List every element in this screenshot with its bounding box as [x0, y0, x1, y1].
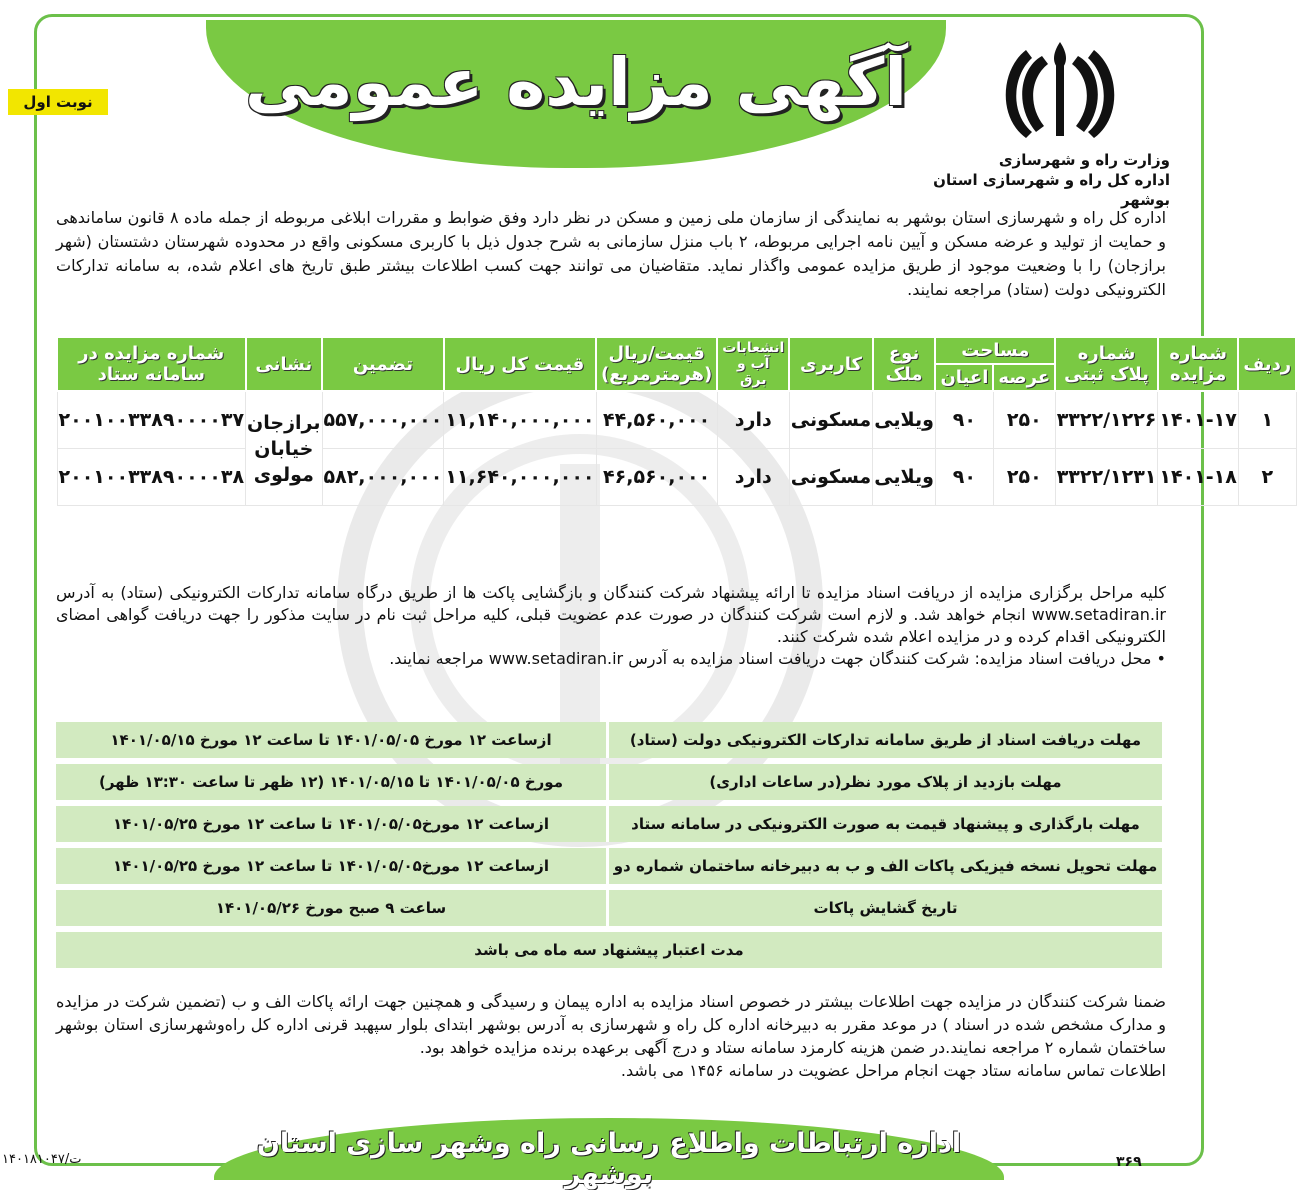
cell-usage: مسکونی [789, 391, 872, 449]
table-row [57, 391, 1296, 449]
cell-guarantee: ۵۵۷,۰۰۰,۰۰۰ [322, 391, 444, 449]
header-row-no: ردیف [1238, 337, 1296, 391]
schedule-value: مورخ ۱۴۰۱/۰۵/۰۵ تا ۱۴۰۱/۰۵/۱۵ (۱۲ ظهر تا ساعت ۱۳:۳۰ ظهر) [56, 764, 609, 800]
cell-plate: ۳۳۲۲/۱۲۳۱ [1055, 449, 1158, 506]
cell-land: ۲۵۰ [993, 391, 1055, 449]
cell-unit-price: ۴۶,۵۶۰,۰۰۰ [596, 449, 717, 506]
cell-unit-price: ۴۴,۵۶۰,۰۰۰ [596, 391, 717, 449]
validity-note: مدت اعتبار پیشنهاد سه ماه می باشد [56, 932, 1162, 968]
header-type: نوع ملک [873, 337, 936, 391]
cell-address: برازجان خیابان مولوی [246, 391, 322, 506]
ministry-block [880, 150, 1170, 210]
schedule-row [56, 848, 1162, 884]
cell-setad-no: ۲۰۰۱۰۰۳۳۸۹۰۰۰۰۳۷ [57, 391, 246, 449]
cell-auction-no: ۱۴۰۱-۱۷ [1158, 391, 1238, 449]
cell-plate: ۳۳۲۲/۱۲۲۶ [1055, 391, 1158, 449]
ad-code: ۱۴۰۱۸۱۰۴۷/ت [2, 1152, 82, 1167]
schedule-value: ازساعت ۱۲ مورخ۱۴۰۱/۰۵/۰۵ تا ساعت ۱۲ مورخ ۱۴۰۱/۰۵/۲۵ [56, 806, 609, 842]
cell-land: ۲۵۰ [993, 449, 1055, 506]
cell-building: ۹۰ [935, 391, 993, 449]
closing-section [56, 990, 1166, 1082]
schedule-label: مهلت دریافت اسناد از طریق سامانه تدارکات الکترونیکی دولت (ستاد) [609, 722, 1162, 758]
cell-utilities: دارد [717, 391, 789, 449]
ministry-name: وزارت راه و شهرسازی [998, 151, 1170, 169]
schedule-row [56, 806, 1162, 842]
cell-building: ۹۰ [935, 449, 993, 506]
schedule-value: ازساعت ۱۲ مورخ ۱۴۰۱/۰۵/۰۵ تا ساعت ۱۲ مورخ ۱۴۰۱/۰۵/۱۵ [56, 722, 609, 758]
schedule-row [56, 890, 1162, 926]
header-land: عرصه [993, 364, 1055, 391]
table-row [57, 449, 1296, 506]
schedule-table [56, 716, 1162, 974]
procedure-section [56, 582, 1166, 670]
header-unit-price: قیمت/ریال (هرمترمربع) [596, 337, 717, 391]
header-auction-no: شماره مزایده [1158, 337, 1238, 391]
procedure-paragraph: کلیه مراحل برگزاری مزایده از دریافت اسناد مزایده تا ارائه پیشنهاد شرکت کنندگان و بازگشایی پاکت ها از طریق درگاه سامانه تدارکات الکترونیکی (ستاد) به آدرس www.setadiran.ir انجام خواهد شد. و لازم است شرکت کنندگان در صورت عدم عضویت قبلی، کلیه مراحل ثبت نام در سایت مذکور را جهت دریافت گواهی امضای الکترونیکی اقدام کرده و در مزایده اعلام شده شرکت کنند. [56, 583, 1166, 646]
cell-type: ویلایی [873, 391, 936, 449]
schedule-label: تاریخ گشایش پاکات [609, 890, 1162, 926]
cell-total-price: ۱۱,۶۴۰,۰۰۰,۰۰۰ [444, 449, 596, 506]
cell-type: ویلایی [873, 449, 936, 506]
header-plate: شماره پلاک ثبتی [1055, 337, 1158, 391]
cell-row-no: ۲ [1238, 449, 1296, 506]
schedule-label: مهلت بارگذاری و پیشنهاد قیمت به صورت الکترونیکی در سامانه ستاد [609, 806, 1162, 842]
cell-utilities: دارد [717, 449, 789, 506]
contact-paragraph: اطلاعات تماس سامانه ستاد جهت انجام مراحل عضویت در سامانه ۱۴۵۶ می باشد. [620, 1061, 1166, 1080]
round-badge: نوبت اول [8, 89, 108, 115]
cell-usage: مسکونی [789, 449, 872, 506]
cell-auction-no: ۱۴۰۱-۱۸ [1158, 449, 1238, 506]
schedule-label: مهلت تحویل نسخه فیزیکی پاکات الف و ب به دبیرخانه ساختمان شماره دو [609, 848, 1162, 884]
iran-emblem-icon [1000, 34, 1120, 142]
header-address: نشانی [246, 337, 322, 391]
page-number: ۳۶۹ [1116, 1154, 1142, 1170]
header-setad-no: شماره مزایده در سامانه ستاد [57, 337, 246, 391]
schedule-row [56, 932, 1162, 968]
properties-table [56, 336, 1297, 506]
schedule-row [56, 764, 1162, 800]
header-usage: کاربری [789, 337, 872, 391]
schedule-value: ساعت ۹ صبح مورخ ۱۴۰۱/۰۵/۲۶ [56, 890, 609, 926]
schedule-row [56, 722, 1162, 758]
cell-total-price: ۱۱,۱۴۰,۰۰۰,۰۰۰ [444, 391, 596, 449]
page-title: آگهی مزایده عمومی [244, 44, 908, 121]
intro-paragraph: اداره کل راه و شهرسازی استان بوشهر به نمایندگی از سازمان ملی زمین و مسکن در نظر دارد وفق ضوابط و مقررات ابلاغی مربوطه از جمله ماده ۸ قانون ساماندهی و حمایت از تولید و عرضه مسکن و آیین نامه اجرایی مربوطه، ۲ باب منزل سازمانی به شرح جدول ذیل با کاربری مسکونی واقع در محدوده شهرستان دشتستان (شهر برازجان) را با وضعیت موجود از طریق مزایده عمومی واگذار نماید. متقاضیان می توانند جهت کسب اطلاعات بیشتر طبق تاریخ های اعلام شده، به سامانه تدارکات الکترونیکی دولت (ستاد) مراجعه نمایند. [56, 208, 1167, 299]
header-area: مساحت [935, 337, 1055, 364]
cell-setad-no: ۲۰۰۱۰۰۳۳۸۹۰۰۰۰۳۸ [57, 449, 246, 506]
schedule-value: ازساعت ۱۲ مورخ۱۴۰۱/۰۵/۰۵ تا ساعت ۱۲ مورخ ۱۴۰۱/۰۵/۲۵ [56, 848, 609, 884]
document-location: • محل دریافت اسناد مزایده: شرکت کنندگان جهت دریافت اسناد مزایده به آدرس www.setadiran.ir مراجعه نمایند. [389, 649, 1166, 668]
footer-text: اداره ارتباطات واطلاع رسانی راه وشهر سازی استان بوشهر [256, 1128, 962, 1190]
department-name: اداره کل راه و شهرسازی استان بوشهر [933, 171, 1170, 209]
header-building: اعیان [935, 364, 993, 391]
cell-guarantee: ۵۸۲,۰۰۰,۰۰۰ [322, 449, 444, 506]
schedule-label: مهلت بازدید از پلاک مورد نظر(در ساعات اداری) [609, 764, 1162, 800]
closing-paragraph: ضمنا شرکت کنندگان در مزایده جهت اطلاعات بیشتر در خصوص اسناد مزایده به اداره پیمان و رسیدگی و همچنین جهت ارائه پاکات الف و ب (تضمین شرکت در مزایده و مدارک مشخص شده در اسناد ) در موعد مقرر به دبیرخانه اداره کل راه و شهرسازی به آدرس بوشهر ابتدای بلوار سپهبد قرنی اداره کل راه‌وشهرسازی استان بوشهر ساختمان شماره ۲ مراجعه نمایند.در ضمن هزینه کارمزد سامانه ستاد و درج آگهی برعهده برنده مزایده خواهد بود. [56, 992, 1166, 1057]
header-total-price: قیمت کل ریال [444, 337, 596, 391]
header-utilities: انشعابات آب و برق [717, 337, 789, 391]
cell-row-no: ۱ [1238, 391, 1296, 449]
header-guarantee: تضمین [322, 337, 444, 391]
